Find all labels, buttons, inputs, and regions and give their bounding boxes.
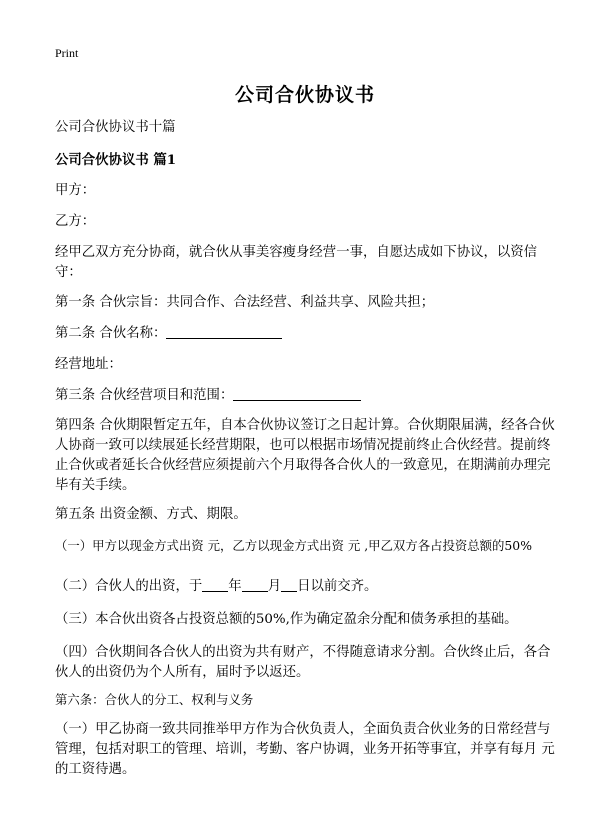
article-6: 第六条：合伙人的分工、权利与义务: [55, 692, 254, 707]
month-blank: [242, 579, 268, 592]
partnership-name-blank: [166, 324, 282, 339]
party-b-line: 乙方：: [55, 214, 96, 229]
article-5-item-4: （四）合伙期间各合伙人的出资为共有财产，不得随意请求分割。合伙终止后，各合伙人的出资仍为个人所有，届时予以返还。: [55, 645, 551, 680]
article-5-item-1: （一）甲方以现金方式出资 元，乙方以现金方式出资 元 ,甲乙双方各占投资总额的50%: [55, 538, 532, 553]
business-scope-blank: [233, 386, 361, 401]
document-title: 公司合伙协议书: [234, 84, 375, 106]
article-5: 第五条 出资金额、方式、期限。: [55, 507, 247, 522]
party-a-line: 甲方：: [55, 183, 96, 198]
article-3-text: 第三条 合伙经营项目和范围：: [55, 388, 234, 403]
article-2-text: 第二条 合伙名称：: [55, 326, 167, 341]
article-5-item-3: （三）本合伙出资各占投资总额的50%,作为确定盈余分配和债务承担的基础。: [55, 612, 518, 627]
year-blank: [202, 579, 228, 592]
month-label: 月: [267, 579, 282, 594]
print-label: Print: [55, 46, 79, 60]
article-2-line: [55, 324, 555, 344]
year-label: 年: [228, 579, 242, 594]
day-blank: [281, 579, 297, 592]
article-1: 第一条 合伙宗旨：共同合作、合法经营、利益共享、风险共担；: [55, 295, 435, 310]
article-5-item-2-post: 日以前交齐。: [297, 579, 378, 594]
article-4: 第四条 合伙期限暂定五年，自本合伙协议签订之日起计算。合伙期限届满，经各合伙人协商一致可以续展延长经营期限，也可以根据市场情况提前终止合伙经营。提前终止合伙或者延长合伙经营应须提前六个月取得各合伙人的一致意见，在期满前办理完毕有关手续。: [55, 418, 555, 493]
intro-paragraph: 经甲乙双方充分协商，就合伙从事美容瘦身经营一事，自愿达成如下协议，以资信守：: [55, 245, 538, 280]
document-subtitle: 公司合伙协议书十篇: [55, 120, 176, 135]
section-heading: 公司合伙协议书 篇1: [55, 152, 177, 168]
address-line: 经营地址：: [55, 357, 122, 372]
article-6-item-1: （一）甲乙协商一致共同推举甲方作为合伙负责人，全面负责合伙业务的日常经营与管理，包括对职工的管理、培训，考勤、客户协调，业务开拓等事宜，并享有每月 元的工资待遇。: [55, 722, 555, 777]
article-5-item-2: [55, 577, 555, 597]
article-5-item-2-pre: （二）合伙人的出资，于: [55, 579, 203, 594]
article-3-line: [55, 386, 555, 406]
